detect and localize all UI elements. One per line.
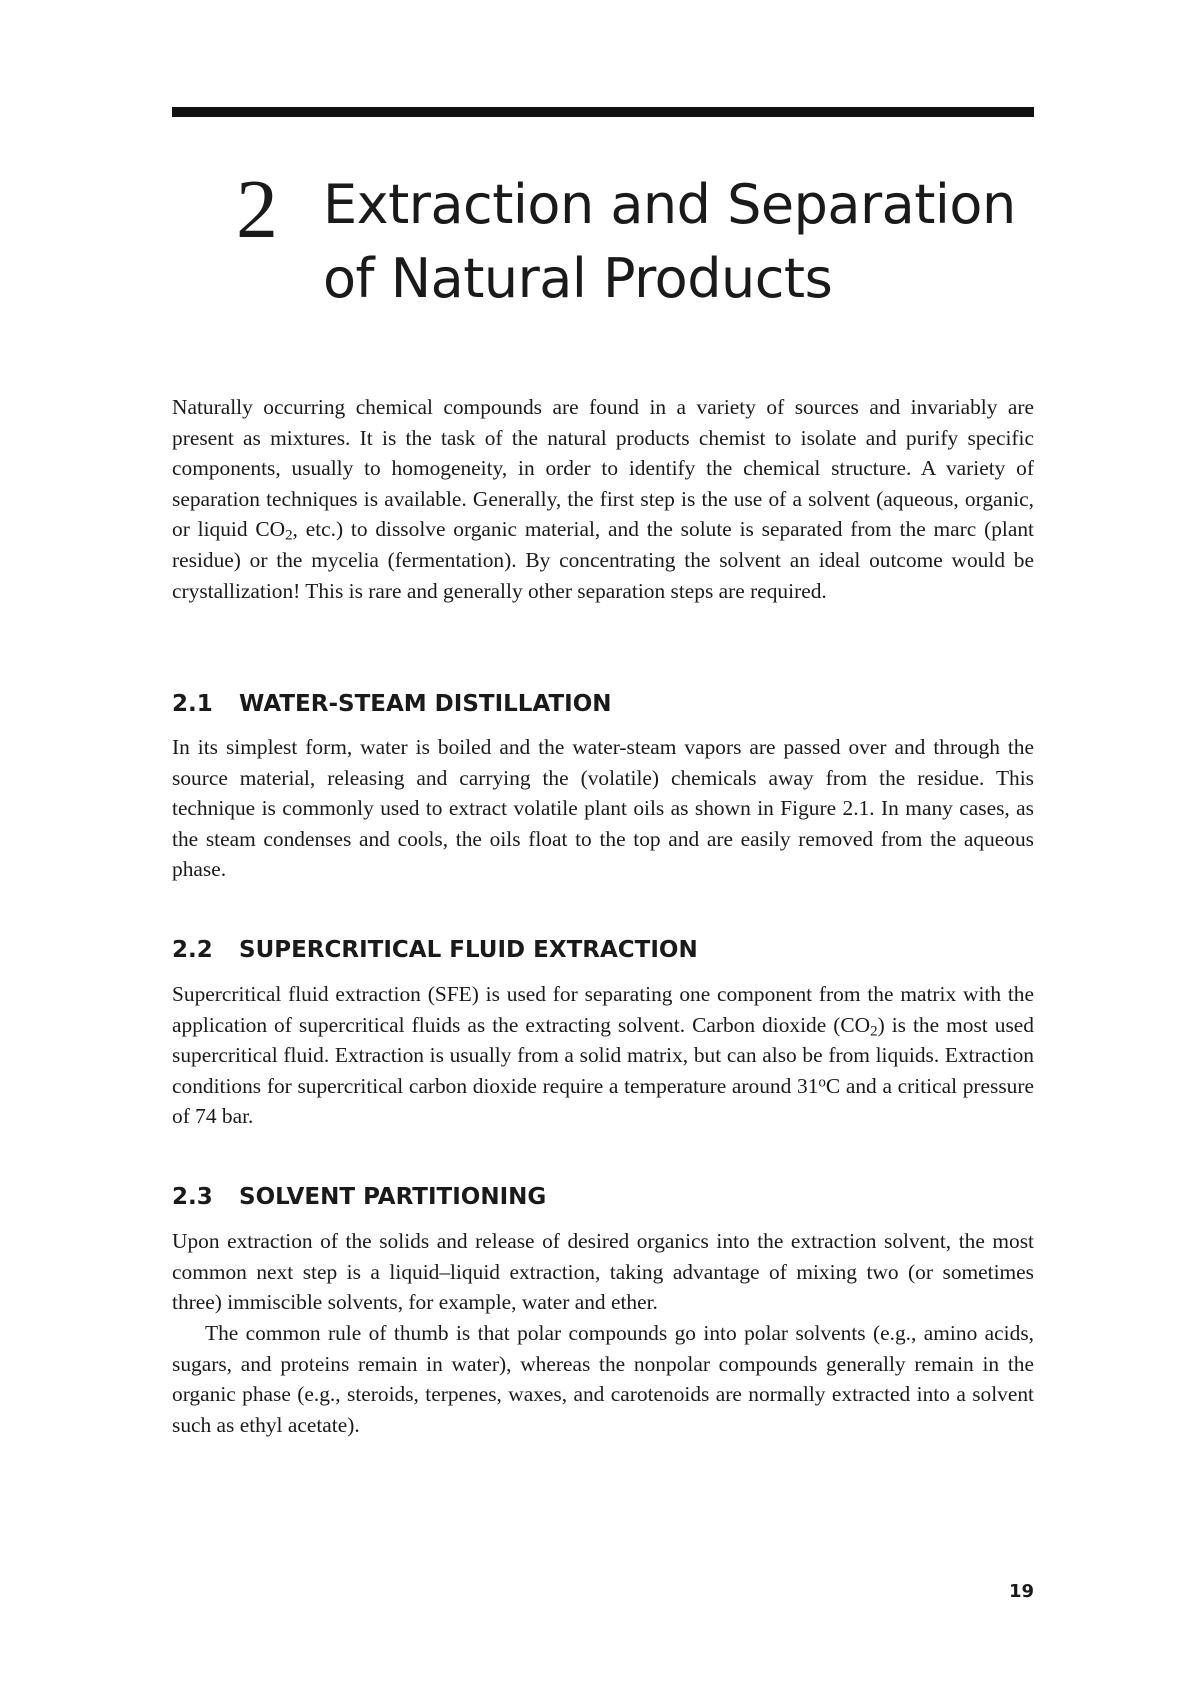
section-title: WATER-STEAM DISTILLATION [239,691,612,717]
intro-text-b: , etc.) to dissolve organic material, and the solute is separated from the marc (plant residue) or the mycelia (fermentation). By concentrating the solvent an ideal outcome would be crystallization! This is rare and generally other separation steps are required. [172,517,1034,603]
chapter-title-line-1: Extraction and Separation [323,173,1016,236]
section-2-2-subscript: 2 [870,1023,878,1040]
chapter-title-line-2: of Natural Products [323,247,833,310]
section-title: SUPERCRITICAL FLUID EXTRACTION [239,937,698,963]
chapter-number: 2 [236,163,278,256]
section-number: 2.3 [172,1184,213,1210]
section-heading-2-3 [172,1182,1034,1212]
section-heading-2-2 [172,935,1034,965]
intro-text-a: Naturally occurring chemical compounds are found in a variety of sources and invariably are present as mixtures. It is the task of the natural products chemist to isolate and purify specific components, usually to homogeneity, in order to identify the chemical structure. A variety of separation techniques is available. Generally, the first step is the use of a solvent (aqueous, organic, or liquid CO [172,395,1034,542]
section-2-2-text-b: ) is the most used supercritical fluid. Extraction is usually from a solid matrix, but can also be from liquids. Extraction conditions for supercritical carbon dioxide require a temperature around 31 [172,1012,1034,1098]
intro-subscript: 2 [285,528,293,545]
section-2-3-paragraph-2: The common rule of thumb is that polar compounds go into polar solvents (e.g., amino acids, sugars, and proteins remain in water), whereas the nonpolar compounds generally remain in the organic phase (e.g., steroids, terpenes, waxes, and carotenoids are normally extracted into a solvent such as ethyl acetate). [172,1321,1034,1437]
section-heading-2-1 [172,689,1034,719]
chapter-top-rule [172,107,1034,117]
page-number: 19 [1008,1581,1034,1602]
section-title: SOLVENT PARTITIONING [239,1184,547,1210]
section-2-2-paragraph [172,979,1034,1132]
section-number: 2.1 [172,691,213,717]
section-2-2-text-a: Supercritical fluid extraction (SFE) is used for separating one component from the matrix with the application of supercritical fluids as the extracting solvent. Carbon dioxide (CO [172,982,1034,1037]
section-2-3-paragraph-1: Upon extraction of the solids and release of desired organics into the extraction solvent, the most common next step is a liquid–liquid extraction, taking advantage of mixing two (or sometimes three) immiscible solvents, for example, water and ether. [172,1229,1034,1315]
section-number: 2.2 [172,937,213,963]
degree-superscript: o [818,1074,826,1091]
section-2-1-paragraph: In its simplest form, water is boiled and the water-steam vapors are passed over and through the source material, releasing and carrying the (volatile) chemicals away from the residue. This technique is commonly used to extract volatile plant oils as shown in Figure 2.1. In many cases, as the steam condenses and cools, the oils float to the top and are easily removed from the aqueous phase. [172,735,1034,882]
section-2-2-text-c: C and a critical pressure of 74 bar. [172,1073,1034,1129]
intro-paragraph [172,392,1034,606]
chapter-title [323,168,1043,316]
